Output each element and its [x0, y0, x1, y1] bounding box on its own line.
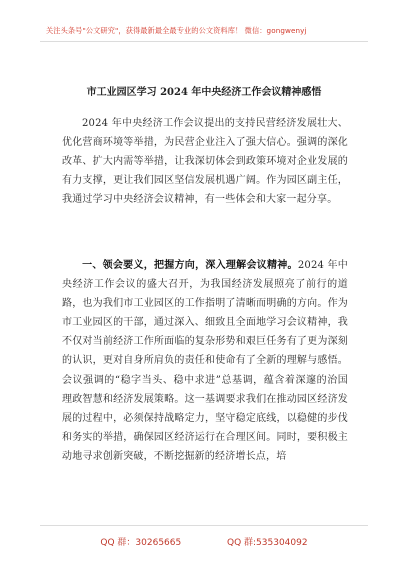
footer-divider — [40, 525, 368, 526]
paragraph-intro-text: 2024 年中央经济工作会议提出的支持民营经济发展壮大、优化营商环境等举措，为民营企业注入了强大信心。强调的深化改革、扩大内需等举措，让我深切体会到政策环境对企业发展的有力支撑，更让我们园区坚信发展机遇广阔。作为园区副主任，我通过学习中央经济会议精神，有一些体会和大家一起分享。 — [62, 118, 348, 206]
paragraph-intro — [62, 114, 348, 209]
paragraph-section-1 — [62, 256, 348, 466]
footer-qq-group-2: QQ 群:535304092 — [226, 538, 308, 548]
section-heading: 一、领会要义，把握方向，深入理解会议精神。 — [82, 260, 298, 271]
document-title: 市工业园区学习 2024 年中央经济工作会议精神感悟 — [86, 87, 322, 98]
header-divider — [40, 41, 368, 42]
footer-qq-group-1: QQ 群：30265665 — [100, 538, 182, 548]
header-banner: 关注头条号"公文研究"，获得最新最全最专业的公文资料库！ 微信：gongwenyj — [46, 26, 307, 35]
section-body-text: 2024 年中央经济工作会议的盛大召开，为我国经济发展照亮了前行的道路，也为我们市工业园区的工作指明了清晰而明确的方向。作为市工业园区的干部，通过深入、细致且全面地学习会议精神，我不仅对当前经济工作所面临的复杂形势和艰巨任务有了更为深刻的认识，更对自身所肩负的责任和使命有了全新的理解与感悟。会议强调的“稳字当头、稳中求进”总基调，蕴含着深邃的治国理政智慧和经济发展策略。这一基调要求我们在推动园区经济发展的过程中，必须保持战略定力，坚守稳定底线，以稳健的步伐和务实的举措，确保园区经济运行在合理区间。同时，要积极主动地寻求创新突破，不断挖掘新的经济增长点，培 — [62, 260, 349, 462]
footer — [0, 535, 408, 548]
